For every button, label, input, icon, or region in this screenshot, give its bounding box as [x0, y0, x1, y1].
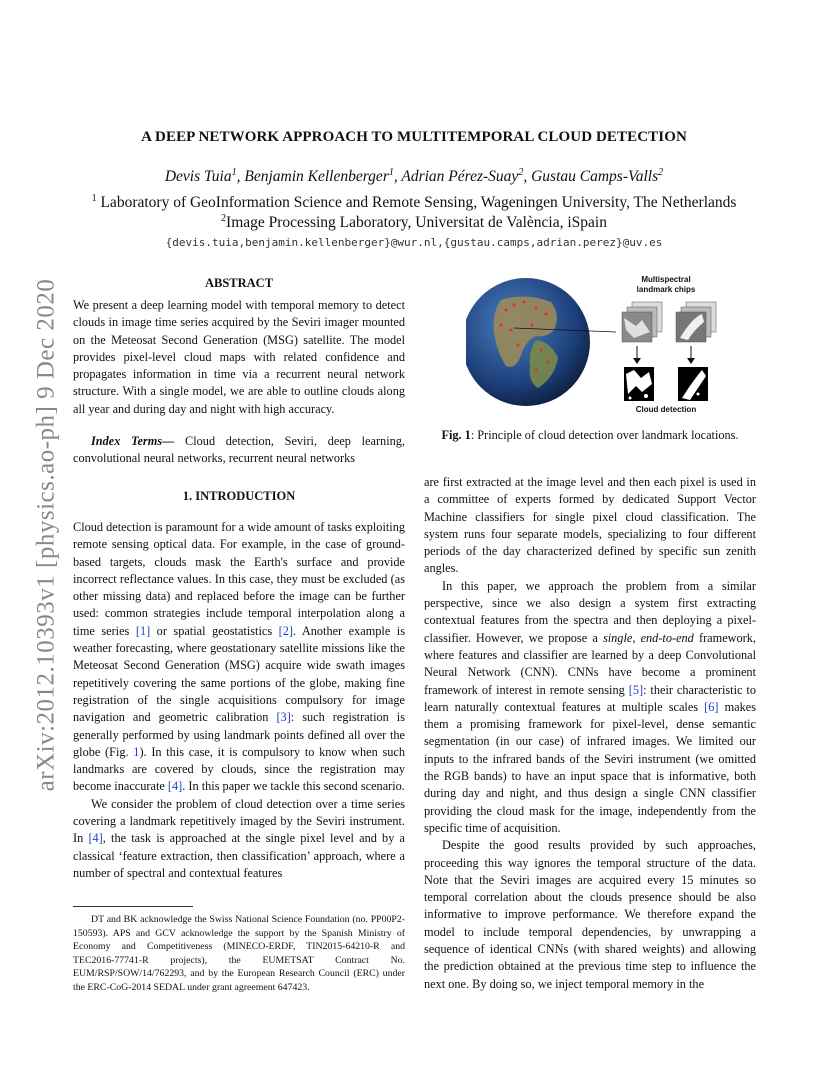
footnote-divider: [73, 906, 193, 907]
author-name: Devis Tuia: [164, 168, 232, 185]
affil-mark: 1: [91, 192, 97, 204]
author-affil-mark: 1: [231, 166, 237, 178]
chips-label: Multispectral: [641, 275, 691, 284]
chips-label: landmark chips: [636, 285, 696, 294]
index-terms-label: Index Terms—: [91, 434, 175, 448]
caption-label: Fig. 1: [441, 428, 471, 442]
caption-text: : Principle of cloud detection over landmark locations.: [470, 428, 739, 442]
citation-link[interactable]: [4]: [167, 779, 183, 794]
author-affil-mark: 1: [388, 166, 394, 178]
citation-link[interactable]: [4]: [88, 831, 103, 846]
arxiv-stamp: [26, 262, 66, 808]
figure-1: [466, 270, 736, 420]
intro-heading: 1. INTRODUCTION: [182, 489, 296, 503]
right-paragraph-3: Despite the good results provided by such approaches, proceeding this way ignores the temporal structure of the data. Note that the Seviri images are acquired every 15 minutes so temporal correlation about the clouds presence should be also informative to improve performance. We therefore expand the model to include temporal dependencies, by unwrapping a sequence of identical CNNs (with shared weights) and allowing the prediction obtained at the previous time step to influence the next one. By doing so, we inject temporal memory in the: [424, 838, 756, 991]
right-paragraph-2: In this paper, we approach the problem from a similar perspective, since we also design a system first extracting contextual features from the spectra and then deploying a pixel-classifier. However, we propose a single, end-to-end framework, where features and classifier are learned by a deep Convolutional Neural Network (CNN). CNNs have become a prominent framework of interest in remote sensing [5]: their characteristic to learn naturally contextual features at multiple scales [6] makes them a promising framework for pixel-level, dense semantic segmentation (in our case) of infrared images. We limited our inputs to the infrared bands of the Seviri instrument (we omitted the RGB bands) to have an input space that is informative, both during day and night, and thus design a single CNN classifier providing the cloud mask for the image, independently from the specific time of acquisition.: [424, 578, 757, 835]
right-paragraph-1: are first extracted at the image level and then each pixel is used in a committee of experts formed by dedicated Support Vector Machine classifiers for single pixel cloud classification. The system runs four separate models, specializing to four different periods of the day characterized defined by specific sun zenith angles.: [424, 475, 756, 576]
citation-link[interactable]: [3]: [276, 710, 291, 725]
landmark-chip-stack: [622, 302, 662, 342]
author-name: Benjamin Kellenberger: [244, 168, 389, 185]
arrow-head: [687, 358, 695, 364]
author-emails: {devis.tuia,benjamin.kellenberger}@wur.nl,{gustau.camps,adrian.perez}@uv.es: [165, 236, 663, 249]
affil-text: Laboratory of GeoInformation Science and Remote Sensing, Wageningen University, The Netherlands: [96, 194, 737, 211]
affiliation-1: [0, 194, 828, 212]
index-terms-text: Cloud detection, Seviri, deep learning, convolutional neural networks, recurrent neural networks: [73, 434, 405, 466]
figure-link[interactable]: 1: [133, 744, 140, 759]
author-name: Gustau Camps-Valls: [531, 168, 659, 185]
footnote: [73, 913, 405, 994]
author-affil-mark: 2: [658, 166, 664, 178]
citation-link[interactable]: [6]: [704, 699, 719, 714]
citation-link[interactable]: [5]: [628, 682, 644, 697]
affil-text: Image Processing Laboratory, Universitat de València, iSpain: [226, 214, 607, 231]
citation-link[interactable]: [2]: [278, 623, 293, 638]
affil-mark: 2: [221, 212, 227, 224]
cloud-mask: [678, 367, 708, 401]
cloud-mask: [624, 367, 654, 401]
intro-text: [73, 519, 405, 882]
index-terms: [73, 433, 405, 468]
citation-link[interactable]: [1]: [135, 623, 151, 638]
arxiv-stamp-text: arXiv:2012.10393v1 [physics.ao-ph] 9 Dec 2020: [32, 278, 59, 792]
abstract-heading: ABSTRACT: [204, 276, 274, 290]
landmark-chip-stack: [676, 302, 716, 342]
paper-title: A DEEP NETWORK APPROACH TO MULTITEMPORAL CLOUD DETECTION: [141, 129, 687, 145]
author-name: Adrian Pérez-Suay: [401, 168, 519, 185]
arrow-head: [633, 358, 641, 364]
right-column-text: [424, 474, 756, 993]
intro-paragraph-2: We consider the problem of cloud detection over a time series covering a landmark repetitively imaged by the Seviri instrument. In [4], the task is approached at the single pixel level and by a classical ‘feature extraction, then classification’ approach, where a number of spectral and contextual features: [73, 796, 405, 880]
figure-illustration: [466, 270, 736, 420]
author-list: Devis Tuia$^1$, Benjamin Kellenberger$^1$, Adrian Pérez-Suay$^2$, Gustau Camps-Valls$^2$: [164, 166, 664, 185]
intro-paragraph-1: Cloud detection is paramount for a wide amount of tasks exploiting remote sensing optical data. For example, in the case of ground-based targets, clouds mask the Earth's surface and provide incorrect reflectance values. In this case, they must be excluded (as other missing data) and replaced before the image can be further used: common strategies include temporal interpolation along a time series [1] or spatial geostatistics [2]. Another example is weather forecasting, where geostationary satellite missions like the Meteosat Second Generation (MSG) acquire wide swath images repetitively covering the same portions of the globe, making fine registration of the single acquisitions compulsory for image navigation and geometric calibration [3]: such registration is generally performed by using landmark points defined all over the globe (Fig. 1). In this case, it is compulsory to know when such landmarks are covered by clouds, since the registration may become inaccurate [4]. In this paper we tackle this second scenario.: [73, 520, 405, 794]
abstract-text: [73, 297, 405, 418]
figure-caption: [424, 428, 756, 443]
affiliation-2: [0, 214, 828, 232]
abstract-paragraph: We present a deep learning model with temporal memory to detect clouds in image time series acquired by the Seviri imager mounted on the Meteosat Second Generation (MSG) satellite. The model provides pixel-level cloud maps with related confidence and propagates information in time via a recurrent neural network structure. With a single model, we are able to outline clouds along all year and during day and night with high accuracy.: [73, 298, 405, 416]
cloud-detection-label: Cloud detection: [635, 405, 697, 414]
author-affil-mark: 2: [518, 166, 524, 178]
footnote-text: DT and BK acknowledge the Swiss National Science Foundation (no. PP00P2-150593). APS and GCV acknowledge the support by the Spanish Ministry of Economy and Competitiveness (MINECO-ERDF, TIN2015-64210-R and TEC2016-77741-R projects), the EUMETSAT Contract No. EUM/RSP/SOW/14/762293, and by the European Research Council (ERC) under the ERC-CoG-2014 SEDAL under grant agreement 647423.: [73, 914, 405, 993]
